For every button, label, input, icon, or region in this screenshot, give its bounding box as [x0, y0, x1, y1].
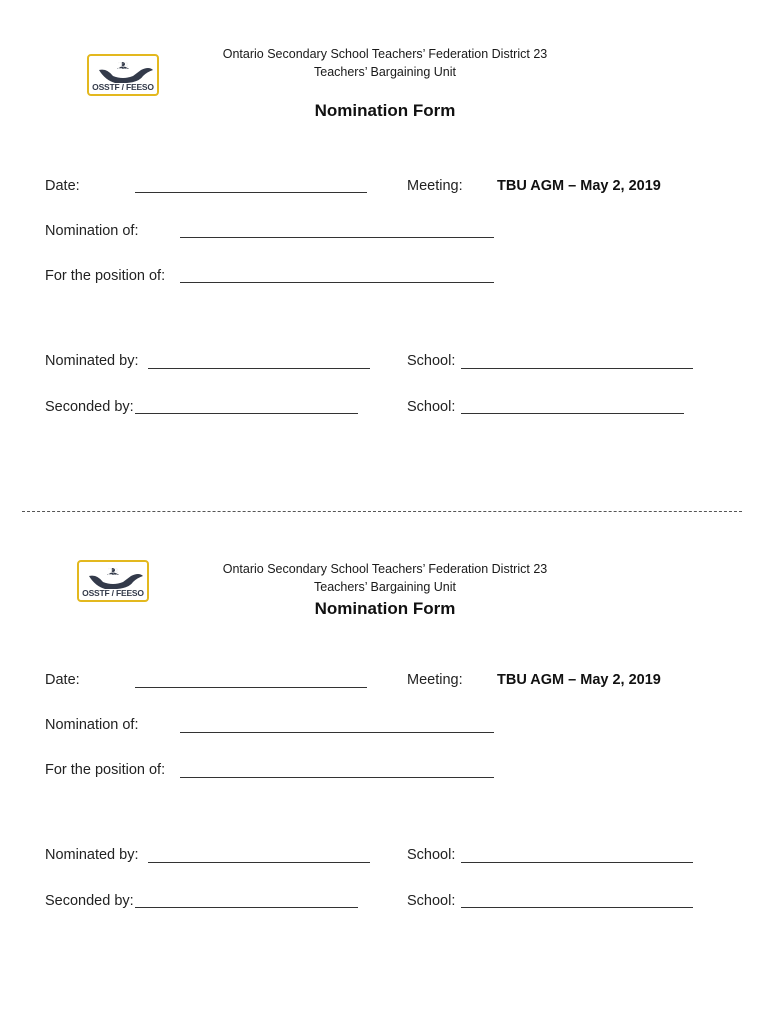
meeting-label: Meeting: — [407, 178, 463, 194]
nomination-of-label: Nomination of: — [45, 223, 139, 239]
unit-name: Teachers’ Bargaining Unit — [314, 580, 456, 594]
seconder-school-field[interactable] — [461, 907, 693, 908]
seconder-school-field[interactable] — [461, 413, 684, 414]
seconded-by-label: Seconded by: — [45, 399, 134, 415]
cut-line-divider — [22, 511, 742, 512]
nominated-by-label: Nominated by: — [45, 847, 139, 863]
unit-name: Teachers’ Bargaining Unit — [314, 65, 456, 79]
meeting-label: Meeting: — [407, 672, 463, 688]
nomination-of-field[interactable] — [180, 732, 494, 733]
school-label: School: — [407, 399, 456, 415]
position-label: For the position of: — [45, 268, 166, 284]
nominator-school-field[interactable] — [461, 368, 693, 369]
date-field[interactable] — [135, 192, 367, 193]
nomination-of-field[interactable] — [180, 237, 494, 238]
form-title: Nomination Form — [314, 101, 456, 120]
organization-name: Ontario Secondary School Teachers’ Federation District 23 — [222, 47, 548, 61]
nominated-by-label: Nominated by: — [45, 353, 139, 369]
nominated-by-field[interactable] — [148, 368, 370, 369]
nomination-of-label: Nomination of: — [45, 717, 139, 733]
logo-text: OSSTF / FEESO — [92, 82, 154, 92]
position-field[interactable] — [180, 282, 494, 283]
position-label: For the position of: — [45, 762, 166, 778]
nominator-school-field[interactable] — [461, 862, 693, 863]
meeting-value: TBU AGM – May 2, 2019 — [497, 672, 661, 688]
form-title: Nomination Form — [314, 599, 456, 618]
seconded-by-label: Seconded by: — [45, 893, 134, 909]
school-label: School: — [407, 847, 456, 863]
date-label: Date: — [45, 672, 80, 688]
logo-text: OSSTF / FEESO — [82, 588, 144, 598]
school-label: School: — [407, 353, 456, 369]
date-label: Date: — [45, 178, 80, 194]
position-field[interactable] — [180, 777, 494, 778]
logo-number: 23 — [117, 60, 129, 72]
seconded-by-field[interactable] — [135, 413, 358, 414]
seconded-by-field[interactable] — [135, 907, 358, 908]
logo-number: 23 — [107, 566, 119, 578]
nominated-by-field[interactable] — [148, 862, 370, 863]
organization-name: Ontario Secondary School Teachers’ Federation District 23 — [222, 562, 548, 576]
meeting-value: TBU AGM – May 2, 2019 — [497, 178, 661, 194]
school-label: School: — [407, 893, 456, 909]
date-field[interactable] — [135, 687, 367, 688]
